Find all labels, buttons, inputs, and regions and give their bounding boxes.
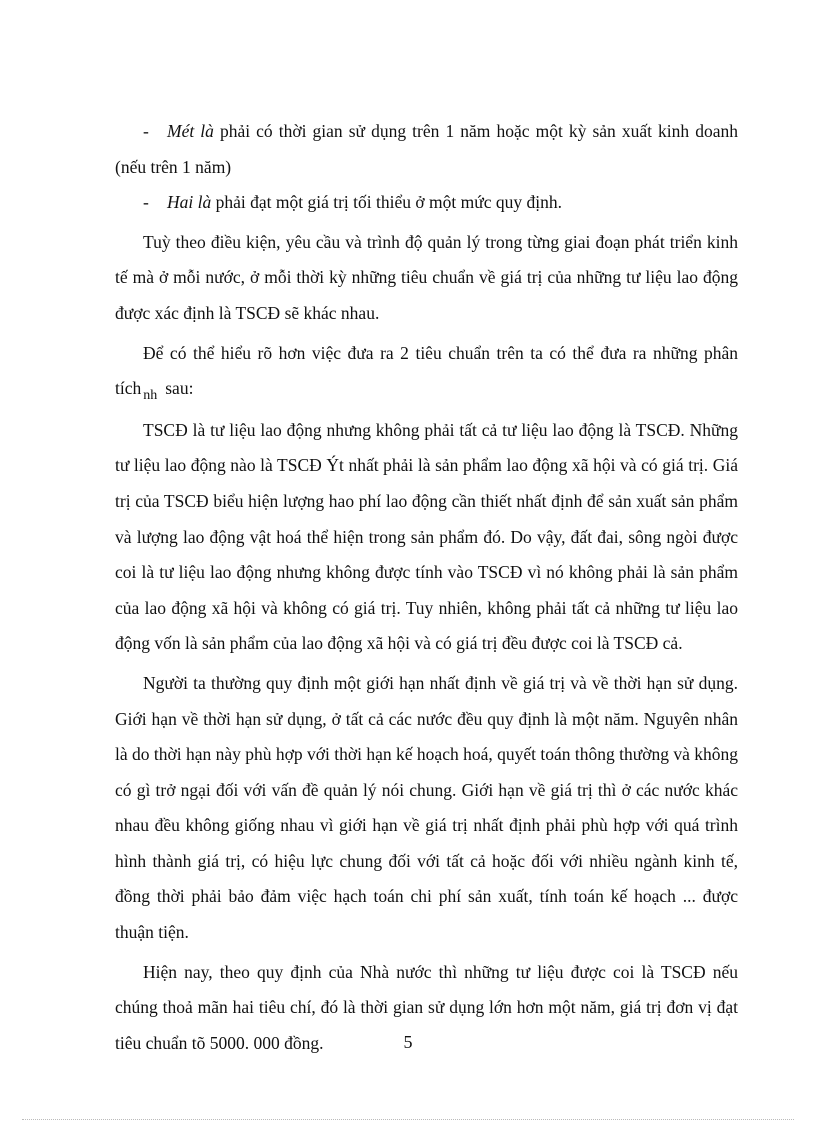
bullet-text: phải có thời gian sử dụng trên 1 năm hoặc một kỳ sản xuất kinh doanh (nếu trên 1 năm): [115, 121, 738, 177]
paragraph: TSCĐ là tư liệu lao động nhưng không phải tất cả tư liệu lao động là TSCĐ. Những tư liệu lao động nào là TSCĐ Ýt nhất phải là sản phẩm lao động xã hội và có giá trị. Giá trị của TSCĐ biểu hiện lượng hao phí lao động cần thiết nhất định để sản xuất sản phẩm và lượng lao động vật hoá thể hiện trong sản phẩm đó. Do vậy, đất đai, sông ngòi được coi là tư liệu lao động nhưng không được tính vào TSCĐ vì nó không phải là sản phẩm của lao động xã hội và không có giá trị. Tuy nhiên, không phải tất cả những tư liệu lao động vốn là sản phẩm của lao động xã hội và có giá trị đều được coi là TSCĐ cả.: [115, 419, 738, 654]
bullet-item: [115, 185, 738, 221]
analysis-intro-ending: sau:: [165, 378, 194, 399]
analysis-intro-subscript: nh: [143, 388, 158, 404]
bullet-lead: Hai là: [167, 192, 212, 213]
bullet-marker: -: [143, 121, 149, 141]
page-content: [115, 114, 738, 1061]
bullet-marker: -: [143, 192, 149, 213]
paragraph: Người ta thường quy định một giới hạn nhất định về giá trị và về thời hạn sử dụng. Giới hạn về thời hạn sử dụng, ở tất cả các nước đều quy định là một năm. Nguyên nhân là do thời hạn này phù hợp với thời hạn kế hoạch hoá, quyết toán thông thường và không có gì trở ngại đối với vấn đề quản lý nói chung. Giới hạn về giá trị thì ở các nước khác nhau đều không giống nhau vì giới hạn về giá trị nhất định phải phù hợp với quá trình hình thành giá trị, có hiệu lực chung đối với tất cả hoặc đối với nhiều ngành kinh tế, đồng thời phải bảo đảm việc hạch toán chi phí sản xuất, tính toán kế hoạch ... được thuận tiện.: [115, 672, 738, 943]
analysis-intro-paragraph: [115, 336, 738, 409]
bullet-text: phải đạt một giá trị tối thiểu ở một mức quy định.: [211, 192, 562, 213]
paragraph: Hiện nay, theo quy định của Nhà nước thì những tư liệu được coi là TSCĐ nếu chúng thoả mãn hai tiêu chí, đó là thời gian sử dụng lớn hơn một năm, giá trị đơn vị đạt tiêu chuẩn tõ 5000. 000 đồng.: [115, 961, 738, 1053]
paragraph: Tuỳ theo điều kiện, yêu cầu và trình độ quản lý trong từng giai đoạn phát triển kinh tế mà ở mỗi nước, ở mỗi thời kỳ những tiêu chuẩn về giá trị của những tư liệu lao động được xác định là TSCĐ sẽ khác nhau.: [115, 231, 738, 323]
analysis-intro-text: Để có thể hiểu rõ hơn việc đưa ra 2 tiêu chuẩn trên ta có thể đưa ra những phân tích: [115, 342, 738, 399]
bullet-item: [115, 114, 738, 185]
bullet-lead: Mét là: [167, 121, 214, 141]
page-number: 5: [403, 1032, 413, 1052]
page-bottom-divider: [22, 1119, 794, 1120]
